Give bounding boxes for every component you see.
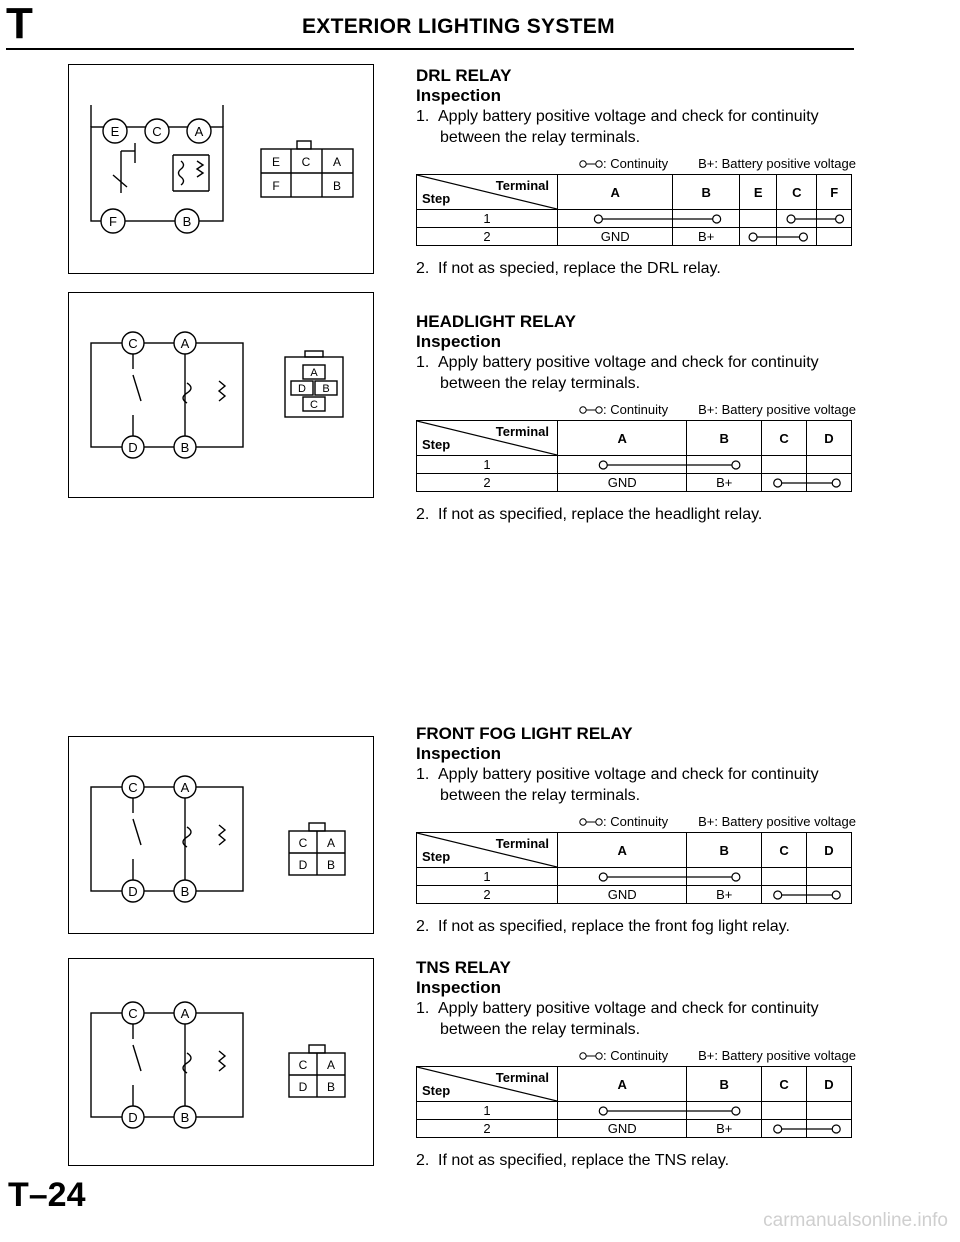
step-text: Apply battery positive voltage and check for continuity bbox=[438, 354, 819, 371]
terminal-column-header: A bbox=[558, 175, 673, 210]
legend-battery: B+: Battery positive voltage bbox=[698, 156, 856, 171]
fog-terminal-b: B bbox=[180, 884, 190, 899]
step-text: Apply battery positive voltage and check for continuity bbox=[438, 108, 819, 125]
step-2 bbox=[416, 1152, 856, 1170]
step-cell: 1 bbox=[417, 456, 558, 474]
tns-relay-section bbox=[416, 958, 856, 1170]
step-1 bbox=[416, 353, 856, 373]
terminal-header: Terminal bbox=[495, 836, 549, 851]
section-subtitle: Inspection bbox=[416, 332, 502, 351]
continuity-point bbox=[774, 479, 782, 487]
terminal-cell bbox=[762, 886, 807, 904]
terminal-column-header: B bbox=[687, 833, 762, 868]
inspection-table bbox=[416, 174, 852, 246]
terminal-cell bbox=[807, 1102, 852, 1120]
table-row bbox=[417, 474, 852, 492]
tns-conn-b: B bbox=[326, 1080, 336, 1094]
inspection-table bbox=[416, 1066, 852, 1138]
hl-terminal-a: A bbox=[180, 336, 190, 351]
step-text: Apply battery positive voltage and check for continuity bbox=[438, 766, 819, 783]
section-subtitle: Inspection bbox=[416, 86, 502, 105]
page-number: T–24 bbox=[8, 1176, 86, 1214]
step-1-continuation: between the relay terminals. bbox=[440, 1021, 641, 1038]
step-1 bbox=[416, 107, 856, 127]
page-title: EXTERIOR LIGHTING SYSTEM bbox=[302, 15, 615, 38]
legend-continuity: : Continuity bbox=[603, 1048, 669, 1063]
fog-relay-section bbox=[416, 724, 856, 936]
terminal-column-header: D bbox=[807, 833, 852, 868]
drl-terminal-f: F bbox=[109, 214, 117, 229]
legend bbox=[416, 402, 856, 417]
legend-continuity: : Continuity bbox=[603, 402, 669, 417]
legend-battery: B+: Battery positive voltage bbox=[698, 1048, 856, 1063]
tns-relay-schematic bbox=[69, 959, 373, 1165]
terminal-cell bbox=[817, 210, 852, 228]
step-number: 2. bbox=[416, 1152, 430, 1169]
inspection-table bbox=[416, 420, 852, 492]
table-row bbox=[417, 228, 852, 246]
drl-terminal-a: A bbox=[194, 124, 204, 139]
terminal-cell bbox=[762, 1102, 807, 1120]
terminal-column-header: D bbox=[807, 421, 852, 456]
terminal-column-header: E bbox=[739, 175, 776, 210]
terminal-cell: B+ bbox=[687, 474, 762, 492]
terminal-column-header: C bbox=[762, 833, 807, 868]
terminal-column-header: C bbox=[777, 175, 817, 210]
terminal-column-header: F bbox=[817, 175, 852, 210]
continuity-point bbox=[599, 873, 607, 881]
terminal-cell bbox=[558, 868, 687, 886]
section-title: FRONT FOG LIGHT RELAY bbox=[416, 724, 633, 743]
table-corner-header bbox=[417, 175, 558, 210]
drl-conn-f: F bbox=[272, 179, 280, 193]
terminal-column-header: A bbox=[558, 833, 687, 868]
terminal-cell bbox=[687, 1102, 762, 1120]
terminal-column-header: B bbox=[687, 421, 762, 456]
drl-terminal-e: E bbox=[110, 124, 120, 139]
legend bbox=[416, 156, 856, 171]
step-2 bbox=[416, 260, 856, 278]
terminal-cell bbox=[739, 210, 776, 228]
section-subtitle: Inspection bbox=[416, 744, 502, 763]
step-number: 2. bbox=[416, 506, 430, 523]
terminal-cell: B+ bbox=[687, 886, 762, 904]
tns-terminal-d: D bbox=[128, 1110, 138, 1125]
step-cell: 2 bbox=[417, 228, 558, 246]
drl-terminal-b: B bbox=[182, 214, 192, 229]
continuity-point bbox=[774, 891, 782, 899]
continuity-point bbox=[599, 1107, 607, 1115]
headlight-relay-section bbox=[416, 312, 856, 524]
continuity-point bbox=[787, 215, 795, 223]
terminal-column-header: B bbox=[673, 175, 740, 210]
step-1 bbox=[416, 765, 856, 785]
terminal-column-header: C bbox=[762, 1067, 807, 1102]
step-1-continuation: between the relay terminals. bbox=[440, 375, 641, 392]
terminal-cell: GND bbox=[558, 886, 687, 904]
tns-relay-diagram bbox=[68, 958, 374, 1166]
table-corner-header bbox=[417, 421, 558, 456]
tns-terminal-a: A bbox=[180, 1006, 190, 1021]
continuity-point bbox=[594, 215, 602, 223]
drl-terminal-c: C bbox=[152, 124, 162, 139]
tns-conn-d: D bbox=[298, 1080, 308, 1094]
section-letter: T bbox=[6, 0, 33, 48]
terminal-cell bbox=[777, 228, 817, 246]
fog-conn-b: B bbox=[326, 858, 336, 872]
section-title: DRL RELAY bbox=[416, 66, 512, 85]
continuity-point bbox=[599, 461, 607, 469]
fog-conn-d: D bbox=[298, 858, 308, 872]
hl-conn-a: A bbox=[310, 367, 318, 379]
drl-conn-e: E bbox=[271, 155, 281, 169]
terminal-cell bbox=[762, 474, 807, 492]
section-title: TNS RELAY bbox=[416, 958, 511, 977]
step-number: 1. bbox=[416, 354, 430, 371]
fog-terminal-d: D bbox=[128, 884, 138, 899]
terminal-cell bbox=[807, 1120, 852, 1138]
terminal-column-header: D bbox=[807, 1067, 852, 1102]
fog-terminal-c: C bbox=[128, 780, 138, 795]
terminal-column-header: B bbox=[687, 1067, 762, 1102]
drl-relay-section bbox=[416, 66, 856, 278]
fog-terminal-a: A bbox=[180, 780, 190, 795]
legend-continuity: : Continuity bbox=[603, 156, 669, 171]
headlight-relay-diagram bbox=[68, 292, 374, 498]
table-row bbox=[417, 456, 852, 474]
terminal-cell bbox=[558, 1102, 687, 1120]
drl-relay-schematic bbox=[69, 65, 373, 273]
table-row bbox=[417, 886, 852, 904]
step-text: If not as specified, replace the TNS relay. bbox=[438, 1152, 730, 1169]
terminal-cell bbox=[807, 868, 852, 886]
terminal-column-header: C bbox=[762, 421, 807, 456]
terminal-cell: GND bbox=[558, 1120, 687, 1138]
terminal-cell bbox=[687, 456, 762, 474]
watermark: carmanualsonline.info bbox=[763, 1210, 948, 1231]
terminal-cell bbox=[762, 1120, 807, 1138]
hl-terminal-b: B bbox=[180, 440, 190, 455]
step-number: 2. bbox=[416, 918, 430, 935]
terminal-cell bbox=[817, 228, 852, 246]
hl-conn-d: D bbox=[298, 383, 306, 395]
terminal-cell bbox=[687, 868, 762, 886]
table-corner-header bbox=[417, 833, 558, 868]
fog-conn-c: C bbox=[298, 836, 308, 850]
terminal-cell: B+ bbox=[673, 228, 740, 246]
terminal-cell bbox=[762, 868, 807, 886]
step-text: Apply battery positive voltage and check for continuity bbox=[438, 1000, 819, 1017]
terminal-cell bbox=[558, 456, 687, 474]
step-text: If not as specified, replace the headlight relay. bbox=[438, 506, 763, 523]
terminal-header: Terminal bbox=[495, 424, 549, 439]
terminal-column-header: A bbox=[558, 1067, 687, 1102]
hl-terminal-c: C bbox=[128, 336, 138, 351]
step-cell: 1 bbox=[417, 1102, 558, 1120]
step-text: If not as specified, replace the front fog light relay. bbox=[438, 918, 790, 935]
table-row bbox=[417, 210, 852, 228]
legend-battery: B+: Battery positive voltage bbox=[698, 814, 856, 829]
drl-relay-diagram bbox=[68, 64, 374, 274]
terminal-cell bbox=[739, 228, 776, 246]
terminal-cell bbox=[558, 210, 673, 228]
tns-conn-c: C bbox=[298, 1058, 308, 1072]
terminal-header: Terminal bbox=[495, 1070, 549, 1085]
tns-terminal-c: C bbox=[128, 1006, 138, 1021]
terminal-header: Terminal bbox=[495, 178, 549, 193]
table-corner-header bbox=[417, 1067, 558, 1102]
legend bbox=[416, 814, 856, 829]
drl-conn-c: C bbox=[301, 155, 311, 169]
step-1-continuation: between the relay terminals. bbox=[440, 129, 641, 146]
drl-conn-a: A bbox=[332, 155, 342, 169]
terminal-cell bbox=[807, 886, 852, 904]
hl-terminal-d: D bbox=[128, 440, 138, 455]
terminal-cell: GND bbox=[558, 228, 673, 246]
table-row bbox=[417, 1102, 852, 1120]
step-number: 1. bbox=[416, 108, 430, 125]
fog-relay-schematic bbox=[69, 737, 373, 933]
step-cell: 1 bbox=[417, 210, 558, 228]
headlight-relay-schematic bbox=[69, 293, 373, 497]
step-1 bbox=[416, 999, 856, 1019]
step-number: 1. bbox=[416, 766, 430, 783]
terminal-cell bbox=[777, 210, 817, 228]
step-2 bbox=[416, 506, 856, 524]
step-1-continuation: between the relay terminals. bbox=[440, 787, 641, 804]
header-divider bbox=[6, 48, 854, 50]
section-title: HEADLIGHT RELAY bbox=[416, 312, 576, 331]
terminal-cell bbox=[807, 456, 852, 474]
fog-relay-diagram bbox=[68, 736, 374, 934]
legend-battery: B+: Battery positive voltage bbox=[698, 402, 856, 417]
tns-terminal-b: B bbox=[180, 1110, 190, 1125]
continuity-point bbox=[774, 1125, 782, 1133]
step-cell: 2 bbox=[417, 1120, 558, 1138]
hl-conn-c: C bbox=[310, 399, 318, 411]
step-header: Step bbox=[422, 191, 451, 206]
tns-conn-a: A bbox=[326, 1058, 336, 1072]
fog-conn-a: A bbox=[326, 836, 336, 850]
terminal-cell: GND bbox=[558, 474, 687, 492]
step-header: Step bbox=[422, 437, 451, 452]
terminal-cell: B+ bbox=[687, 1120, 762, 1138]
section-subtitle: Inspection bbox=[416, 978, 502, 997]
step-text: If not as specied, replace the DRL relay. bbox=[438, 260, 721, 277]
step-header: Step bbox=[422, 1083, 451, 1098]
step-header: Step bbox=[422, 849, 451, 864]
hl-conn-b: B bbox=[322, 383, 330, 395]
table-row bbox=[417, 1120, 852, 1138]
step-cell: 1 bbox=[417, 868, 558, 886]
terminal-cell bbox=[762, 456, 807, 474]
table-row bbox=[417, 868, 852, 886]
step-number: 2. bbox=[416, 260, 430, 277]
continuity-point bbox=[749, 233, 757, 241]
step-cell: 2 bbox=[417, 886, 558, 904]
terminal-column-header: A bbox=[558, 421, 687, 456]
terminal-cell bbox=[807, 474, 852, 492]
step-cell: 2 bbox=[417, 474, 558, 492]
drl-conn-b: B bbox=[332, 179, 342, 193]
step-number: 1. bbox=[416, 1000, 430, 1017]
step-2 bbox=[416, 918, 856, 936]
terminal-cell bbox=[673, 210, 740, 228]
inspection-table bbox=[416, 832, 852, 904]
legend bbox=[416, 1048, 856, 1063]
legend-continuity: : Continuity bbox=[603, 814, 669, 829]
